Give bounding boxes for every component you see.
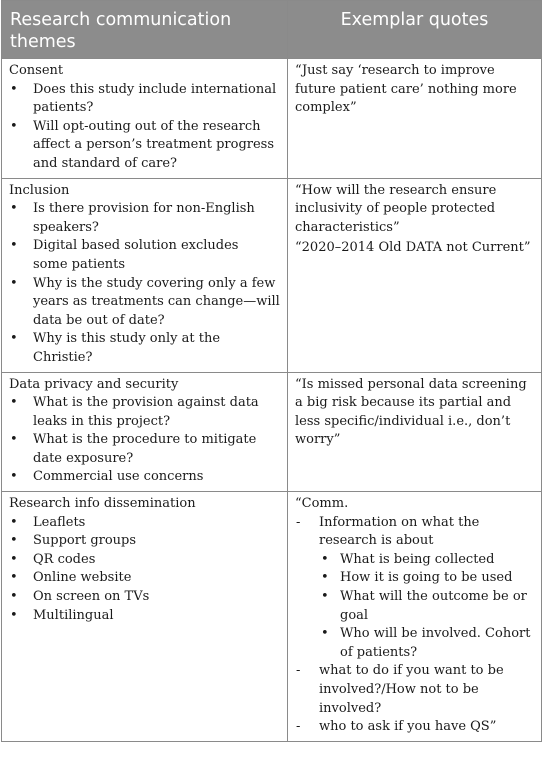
list-item: • What is the procedure to mitigate date exposure?: [9, 431, 281, 468]
theme-cell: [2, 178, 288, 372]
theme-cell: [2, 59, 288, 179]
theme-title: Data privacy and security: [9, 376, 179, 392]
theme-title: Research info dissemination: [9, 496, 196, 512]
table-row-data-privacy: [2, 372, 542, 492]
list-item: • What is the provision against data leaks in this project?: [9, 394, 281, 431]
table-row-consent: [2, 59, 542, 179]
quote: “2020–2014 Old DATA not Current”: [295, 240, 531, 256]
list-item: • QR codes: [9, 551, 281, 570]
list-item: • Is there provision for non-English speakers?: [9, 200, 281, 237]
quote: “Just say ‘research to improve future patient care’ nothing more complex”: [295, 63, 517, 116]
list-item: • How it is going to be used: [319, 569, 535, 588]
list-item: • Who will be involved. Cohort of patients?: [319, 625, 535, 662]
quote-point: Information on what the research is about: [319, 514, 480, 549]
list-item: • Support groups: [9, 532, 281, 551]
header-row: [2, 1, 542, 59]
table-row-dissemination: [2, 492, 542, 742]
themes-table: [1, 0, 542, 742]
list-item: - who to ask if you have QS”: [295, 718, 535, 737]
list-item: • Multilingual: [9, 607, 281, 626]
header-themes: Research communication themes: [2, 1, 288, 59]
quote: “Is missed personal data screening a big risk because its partial and less specific/individual i.e., don’t worry”: [295, 376, 527, 448]
list-item: • Why is this study only at the Christie?: [9, 330, 281, 367]
quote: “How will the research ensure inclusivity of people protected characteristics”: [295, 182, 497, 235]
quote-intro: “Comm.: [295, 496, 349, 512]
header-quotes: Exemplar quotes: [288, 1, 542, 59]
list-item: • What is being collected: [319, 551, 535, 570]
quote-cell: [288, 178, 542, 372]
quote-cell: [288, 59, 542, 179]
theme-title: Inclusion: [9, 182, 70, 198]
list-item: • Leaflets: [9, 514, 281, 533]
list-item: • Commercial use concerns: [9, 468, 281, 487]
table-row-inclusion: [2, 178, 542, 372]
theme-cell: [2, 372, 288, 492]
list-item: - what to do if you want to be involved?/How not to be involved?: [295, 662, 535, 718]
list-item: • Will opt-outing out of the research affect a person’s treatment progress and standard of care?: [9, 118, 281, 174]
list-item: • Does this study include international patients?: [9, 81, 281, 118]
quote-cell: [288, 492, 542, 742]
theme-title: Consent: [9, 63, 64, 78]
list-item: • Digital based solution excludes some patients: [9, 237, 281, 274]
theme-cell: [2, 492, 288, 742]
list-item: • What will the outcome be or goal: [319, 588, 535, 625]
list-item: • Online website: [9, 569, 281, 588]
list-item: • On screen on TVs: [9, 588, 281, 607]
quote-cell: [288, 372, 542, 492]
list-item: • Why is the study covering only a few years as treatments can change—will data be out of date?: [9, 275, 281, 331]
list-item: [295, 514, 535, 663]
